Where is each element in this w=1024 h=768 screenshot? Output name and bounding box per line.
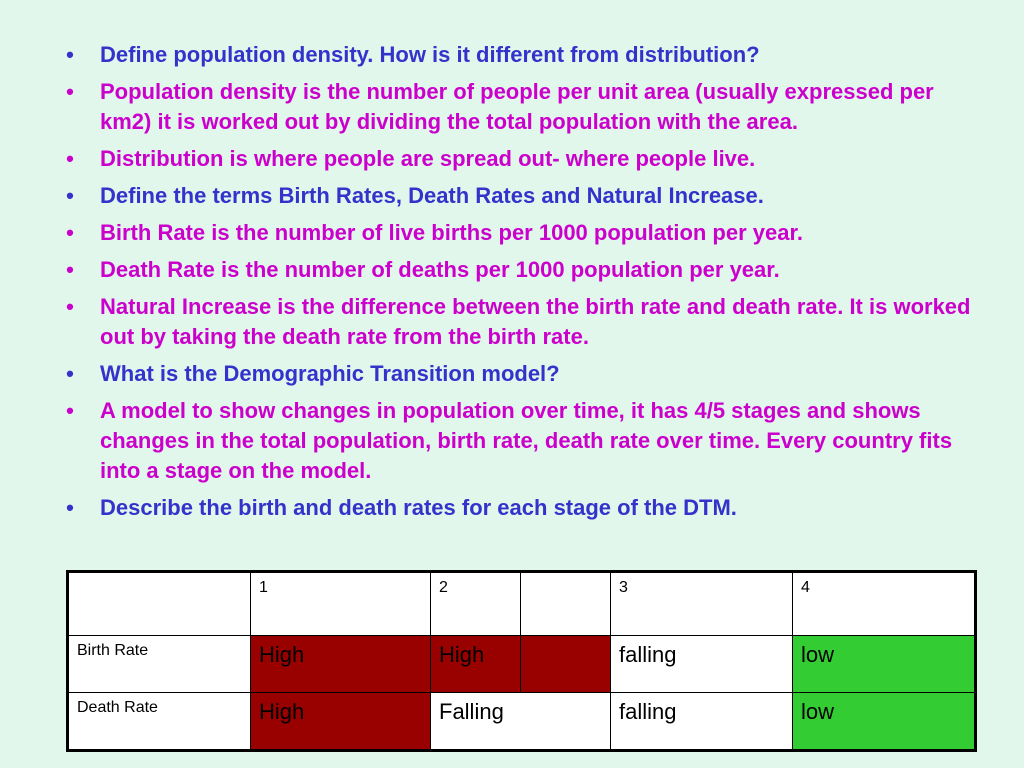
bullet-text: Define the terms Birth Rates, Death Rates and Natural Increase. [100,183,764,208]
bullet-icon: • [66,398,74,423]
dtm-table [66,570,977,752]
table-cell: High [431,636,521,693]
bullet-question [60,493,990,523]
bullet-text: Birth Rate is the number of live births per 1000 population per year. [100,220,803,245]
bullet-text: Natural Increase is the difference between the birth rate and death rate. It is worked out by taking the death rate from the birth rate. [100,294,971,349]
bullet-text: Death Rate is the number of deaths per 1000 population per year. [100,257,780,282]
bullet-text: A model to show changes in population over time, it has 4/5 stages and shows changes in the total population, birth rate, death rate over time. Every country fits into a stage on the model. [100,398,953,483]
bullet-answer [60,77,990,137]
bullet-icon: • [66,79,74,104]
table-cell: low [793,693,976,751]
bullet-answer [60,144,990,174]
bullet-answer [60,218,990,248]
table-cell: low [793,636,976,693]
bullet-icon: • [66,257,74,282]
header-cell-stage-4: 4 [793,572,976,636]
bullet-text: Describe the birth and death rates for each stage of the DTM. [100,495,737,520]
table-cell: falling [611,693,793,751]
bullet-text: Distribution is where people are spread out- where people live. [100,146,756,171]
table-cell [521,636,611,693]
bullet-list [60,40,990,530]
bullet-text: What is the Demographic Transition model? [100,361,560,386]
bullet-question [60,181,990,211]
bullet-icon: • [66,495,74,520]
header-cell-blank [521,572,611,636]
bullet-text: Define population density. How is it different from distribution? [100,42,760,67]
row-label: Birth Rate [68,636,251,693]
table-row-birth-rate [68,636,976,693]
bullet-icon: • [66,220,74,245]
header-cell-stage-3: 3 [611,572,793,636]
bullet-answer [60,292,990,352]
bullet-text: Population density is the number of people per unit area (usually expressed per km2) it is worked out by dividing the total population with the area. [100,79,934,134]
table-cell: Falling [431,693,611,751]
bullet-question [60,359,990,389]
table-cell: falling [611,636,793,693]
table-header-row [68,572,976,636]
bullet-icon: • [66,361,74,386]
bullet-answer [60,255,990,285]
header-cell-empty [68,572,251,636]
bullet-icon: • [66,42,74,67]
header-cell-stage-1: 1 [251,572,431,636]
table-row-death-rate [68,693,976,751]
header-cell-stage-2: 2 [431,572,521,636]
bullet-icon: • [66,146,74,171]
bullet-icon: • [66,183,74,208]
row-label: Death Rate [68,693,251,751]
bullet-question [60,40,990,70]
bullet-icon: • [66,294,74,319]
table-cell: High [251,636,431,693]
bullet-answer [60,396,990,486]
table-cell: High [251,693,431,751]
